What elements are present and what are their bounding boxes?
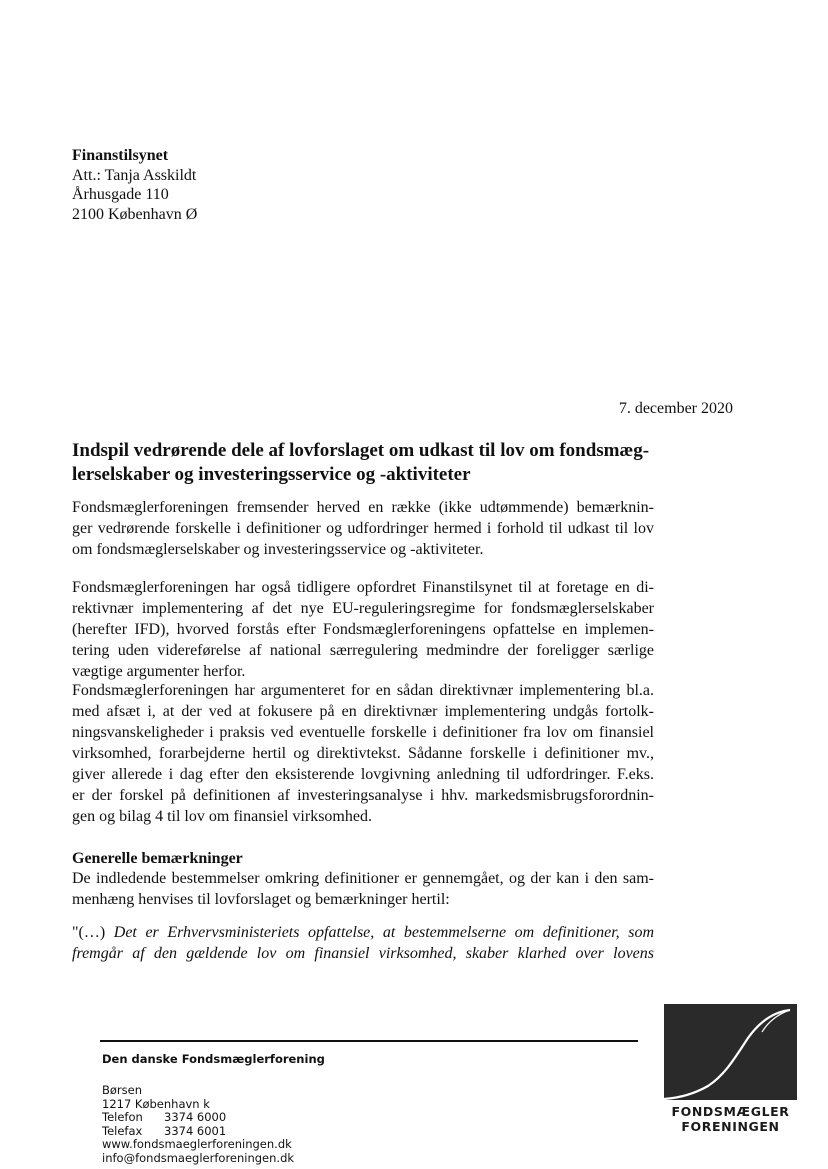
paragraph-line: giver allerede i dag efter den eksisterende lovgivning anledning til udfordringer. F.eks. bbox=[72, 766, 654, 783]
paragraph-line: virksomhed, forarbejderne hertil og direktivtekst. Sådanne forskelle i definitioner mv., bbox=[72, 745, 654, 762]
body-paragraph bbox=[72, 577, 654, 682]
paragraph-line: (herefter IFD), hvorved forstås efter Fondsmæglerforeningens opfattelse en implemen- bbox=[72, 621, 654, 638]
title-line: lerselskaber og investeringsservice og -aktiviteter bbox=[72, 463, 471, 485]
paragraph-line: med afsæt i, at der ved at fokusere på en direktivnær implementering undgås fortolk- bbox=[72, 703, 654, 720]
logo-mark-icon bbox=[664, 1004, 797, 1100]
quote-block bbox=[72, 922, 654, 964]
title-line: Indspil vedrørende dele af lovforslaget om udkast til lov om fondsmæg- bbox=[72, 440, 650, 461]
footer-address-line: Børsen bbox=[102, 1083, 143, 1097]
footer-phone bbox=[102, 1111, 325, 1125]
logo-text-line: FORENINGEN bbox=[681, 1119, 780, 1134]
paragraph-line: Fondsmæglerforeningen har argumenteret for en sådan direktivnær implementering bl.a. bbox=[72, 682, 654, 699]
recipient-name: Finanstilsynet bbox=[72, 147, 169, 164]
section-heading: Generelle bemærkninger bbox=[72, 850, 243, 867]
paragraph-line: gen og bilag 4 til lov om finansiel virksomhed. bbox=[72, 808, 372, 825]
recipient-city: 2100 København Ø bbox=[72, 205, 198, 223]
fax-label: Telefax bbox=[102, 1123, 143, 1138]
footer-email-link[interactable]: info@fondsmaeglerforeningen.dk bbox=[102, 1150, 295, 1165]
paragraph-line: er der forskel på definitionen af investeringsanalyse i hhv. markedsmisbrugsforordnin- bbox=[72, 787, 654, 804]
footer-address-line: 1217 København k bbox=[102, 1096, 210, 1111]
paragraph-line: ningsvanskeligheder i praksis ved eventuelle forskelle i definitioner fra lov om finansiel bbox=[72, 724, 654, 741]
paragraph-line: Fondsmæglerforeningen fremsender herved en række (ikke udtømmende) bemærknin- bbox=[72, 499, 654, 516]
section-paragraph bbox=[72, 868, 654, 910]
paragraph-line: om fondsmæglerselskaber og investeringsservice og -aktiviteter. bbox=[72, 541, 484, 558]
paragraph-line: De indledende bestemmelser omkring definitioner er gennemgået, og der kan i den sam- bbox=[72, 870, 654, 887]
footer-divider bbox=[100, 1040, 638, 1042]
paragraph-line: rektivnær implementering af det nye EU-reguleringsregime for fondsmæglerselskaber bbox=[72, 600, 654, 617]
footer-website-link[interactable]: www.fondsmaeglerforeningen.dk bbox=[102, 1137, 292, 1152]
paragraph-line: Fondsmæglerforeningen har også tidligere opfordret Finanstilsynet til at foretage en di- bbox=[72, 579, 654, 596]
body-paragraph bbox=[72, 680, 654, 827]
quote-line bbox=[72, 922, 654, 943]
footer-contact bbox=[102, 1052, 325, 1166]
letter-title bbox=[72, 439, 657, 486]
fax-number: 3374 6001 bbox=[164, 1123, 227, 1138]
quote-prefix: "(…) bbox=[72, 924, 106, 941]
paragraph-line: ger vedrørende forskelle i definitioner og udfordringer hermed i forhold til udkast til lov bbox=[72, 520, 654, 537]
paragraph-line: menhæng henvises til lovforslaget og bemærkninger hertil: bbox=[72, 891, 450, 908]
recipient-address bbox=[72, 146, 197, 224]
quote-text: fremgår af den gældende lov om finansiel virksomhed, skaber klarhed over lovens bbox=[72, 945, 654, 962]
letter-date: 7. december 2020 bbox=[618, 400, 733, 417]
phone-label: Telefon bbox=[102, 1110, 143, 1125]
quote-line bbox=[72, 943, 654, 964]
paragraph-line: vægtige argumenter herfor. bbox=[72, 663, 246, 680]
phone-number: 3374 6000 bbox=[164, 1110, 227, 1125]
footer-org-name: Den danske Fondsmæglerforening bbox=[102, 1052, 325, 1066]
logo-text-line: FONDSMÆGLER bbox=[671, 1104, 790, 1119]
recipient-street: Århusgade 110 bbox=[72, 186, 169, 203]
quote-text: Det er Erhvervsministeriets opfattelse, at bestemmelserne om definitioner, som bbox=[113, 924, 655, 941]
paragraph-line: tering uden videreførelse af national særregulering medmindre der foreligger særlige bbox=[72, 642, 654, 659]
recipient-att: Att.: Tanja Asskildt bbox=[72, 166, 197, 184]
footer-fax bbox=[102, 1125, 325, 1139]
body-paragraph bbox=[72, 497, 654, 560]
fondsmaegler-logo bbox=[664, 1004, 797, 1134]
